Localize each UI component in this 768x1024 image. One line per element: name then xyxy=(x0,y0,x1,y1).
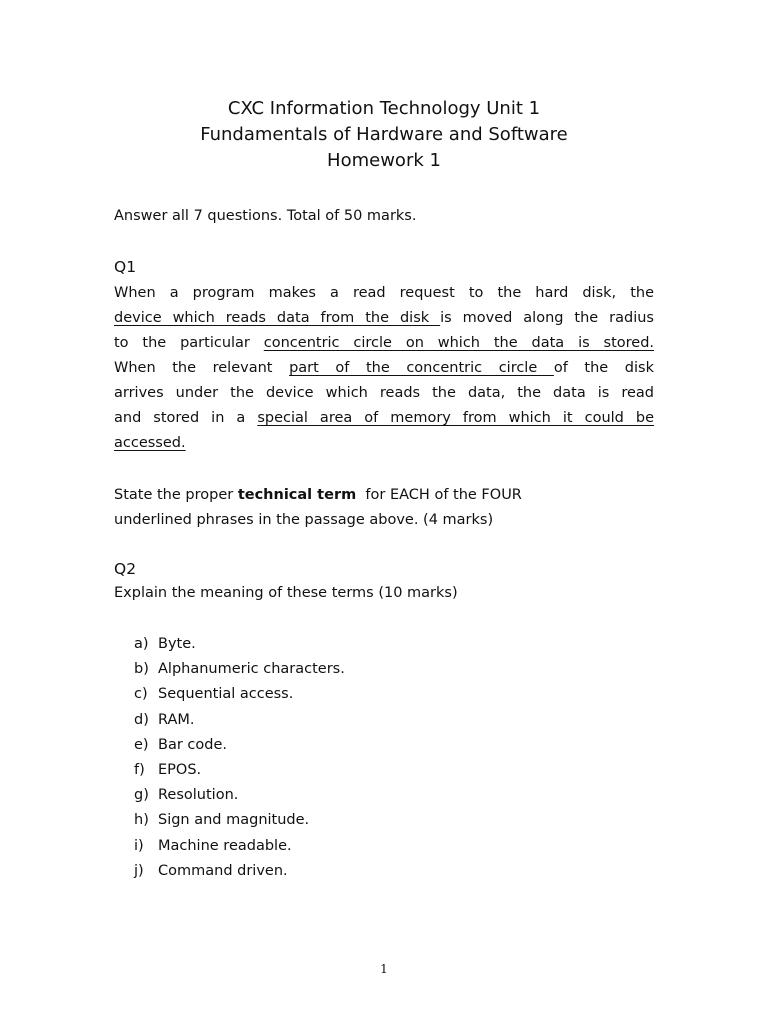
course-title: CXC Information Technology Unit 1 xyxy=(227,98,541,119)
module-title: Fundamentals of Hardware and Software xyxy=(200,124,568,145)
term-list xyxy=(134,632,345,884)
list-item: e) Bar code. xyxy=(134,736,227,753)
passage-text: When the relevant xyxy=(114,360,290,376)
list-item: d) RAM. xyxy=(134,711,195,728)
passage-line xyxy=(114,356,654,381)
question-1-passage xyxy=(114,281,654,456)
passage-line xyxy=(114,406,654,431)
underlined-phrase-1: device which reads data from the disk xyxy=(114,310,441,326)
document-header xyxy=(0,96,768,174)
passage-text: of the disk xyxy=(553,360,654,376)
question-1-task xyxy=(114,483,522,533)
list-item: c) Sequential access. xyxy=(134,686,294,703)
underlined-phrase-3: part of the concentric circle xyxy=(289,360,554,376)
passage-line xyxy=(114,431,654,456)
task-line: underlined phrases in the passage above. (4 marks) xyxy=(114,512,494,528)
passage-line xyxy=(114,306,654,331)
list-item: b) Alphanumeric characters. xyxy=(134,661,345,678)
passage-line: When a program makes a read request to the hard disk, the xyxy=(114,285,654,301)
instructions-text: Answer all 7 questions. Total of 50 marks. xyxy=(114,208,417,224)
homework-title: Homework 1 xyxy=(327,150,441,171)
passage-line xyxy=(114,331,654,356)
technical-term-bold: technical term xyxy=(237,487,357,503)
passage-text: and stored in a xyxy=(114,410,258,426)
task-line: State the proper technical term for EACH of the FOUR xyxy=(114,487,522,503)
passage-text: is moved along the radius xyxy=(440,310,654,326)
question-1-label: Q1 xyxy=(114,258,137,276)
question-2-label: Q2 xyxy=(114,560,137,578)
underlined-phrase-4-end: accessed. xyxy=(114,435,186,451)
list-item: j) Command driven. xyxy=(134,862,288,879)
underlined-phrase-4: special area of memory from which it could be xyxy=(257,410,655,426)
underlined-phrase-2: concentric circle on which the data is stored. xyxy=(263,335,655,351)
passage-text: to the particular xyxy=(114,335,264,351)
page-number: 1 xyxy=(380,962,388,976)
list-item: i) Machine readable. xyxy=(134,837,292,854)
question-2-intro: Explain the meaning of these terms (10 marks) xyxy=(114,585,458,601)
list-item: h) Sign and magnitude. xyxy=(134,812,310,829)
passage-line: arrives under the device which reads the data, the data is read xyxy=(114,385,654,401)
list-item: g) Resolution. xyxy=(134,787,239,804)
list-item: f) EPOS. xyxy=(134,762,202,779)
list-item: a) Byte. xyxy=(134,636,196,652)
